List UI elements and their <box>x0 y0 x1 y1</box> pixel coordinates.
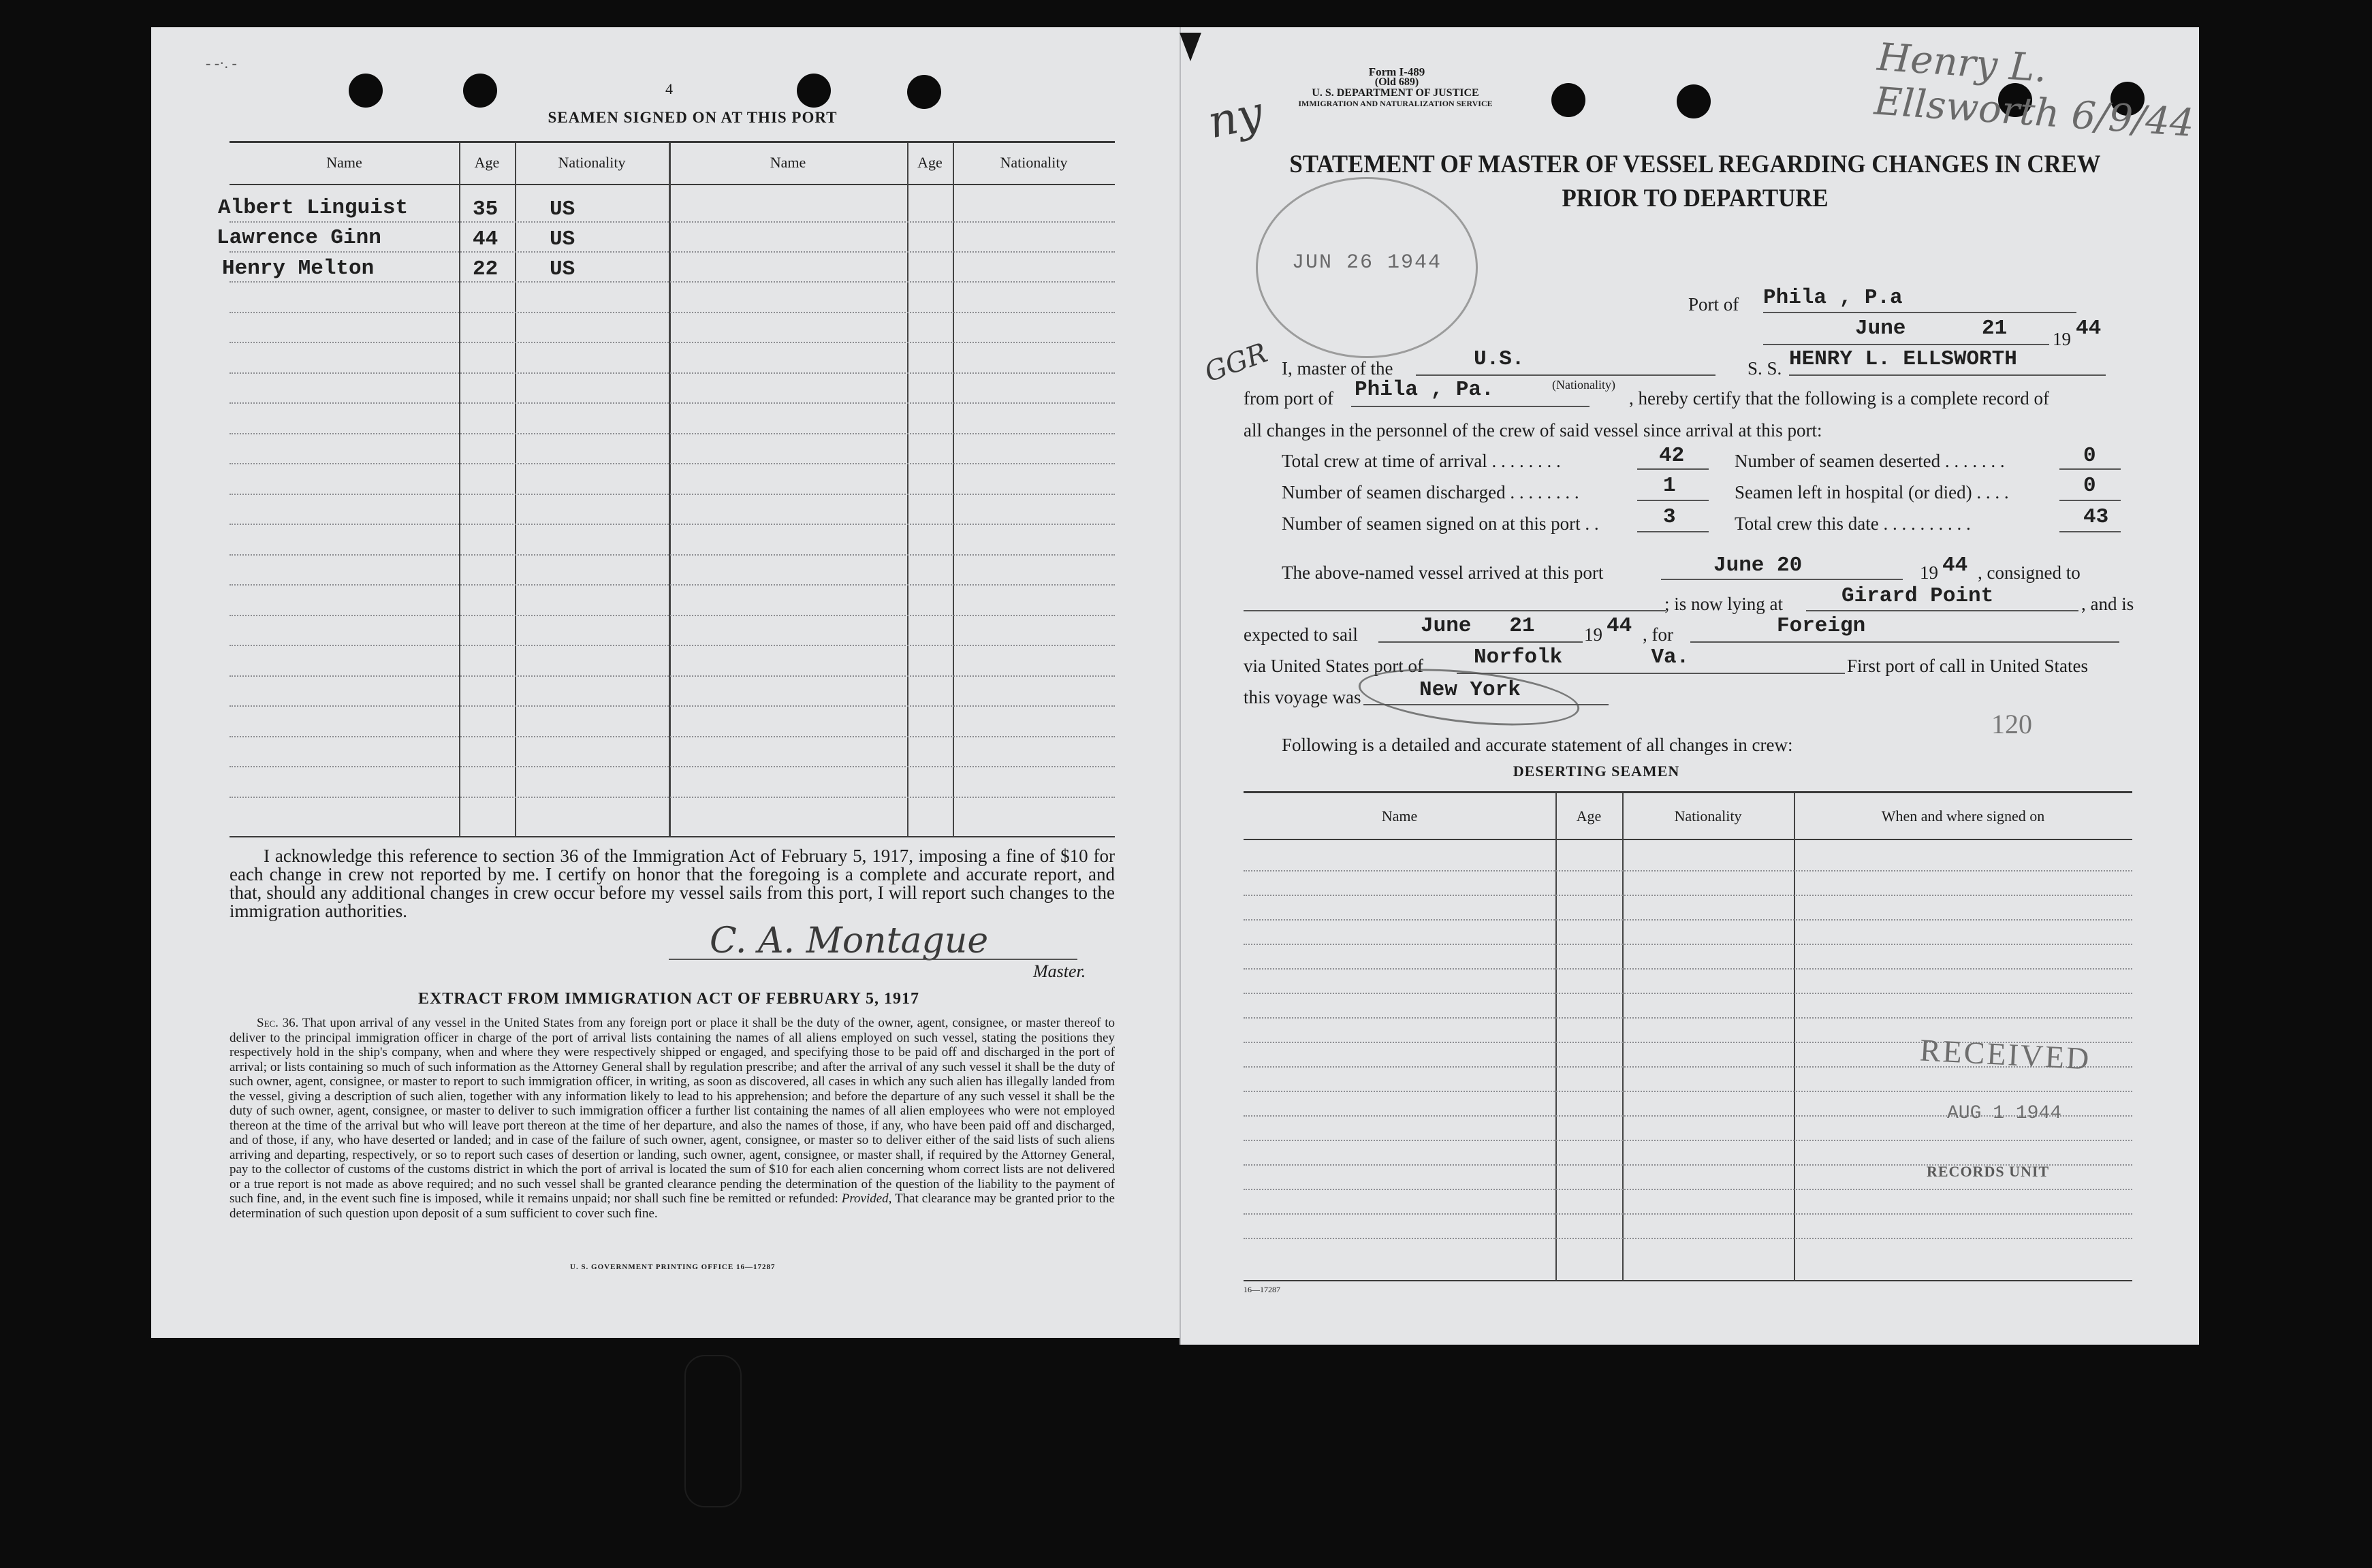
row-name: Lawrence Ginn <box>217 226 381 250</box>
row-line <box>230 584 1115 586</box>
received-stamp: RECEIVED <box>1918 1032 2092 1076</box>
desert-col-divider <box>1794 793 1795 1280</box>
signature-line <box>669 959 1077 960</box>
date-stamp <box>1256 177 1478 358</box>
footer-note: 16—17287 <box>1244 1285 1280 1294</box>
year-prefix: 19 <box>2053 329 2071 349</box>
table-bottom-rule <box>230 836 1115 837</box>
form-title-line1: STATEMENT OF MASTER OF VESSEL REGARDING CHANGES IN CREW <box>1289 150 2101 178</box>
punch-hole <box>1551 83 1585 117</box>
desert-header-name: Name <box>1381 807 1418 825</box>
nationality-line <box>1416 374 1715 376</box>
port-of-label: Port of <box>1688 294 1739 315</box>
desert-row-line <box>1244 1140 2132 1141</box>
form-title-line2: PRIOR TO DEPARTURE <box>1562 185 1829 212</box>
stat-label: Total crew at time of arrival . . . . . . . . <box>1282 451 1561 471</box>
desert-row-line <box>1244 1213 2132 1215</box>
arrived-year: 44 <box>1942 554 1968 577</box>
for-label: , for <box>1643 624 1673 645</box>
lying-label: ; is now lying at <box>1664 594 1783 614</box>
row-line <box>230 797 1115 798</box>
vessel-name: HENRY L. ELLSWORTH <box>1789 347 2017 371</box>
from-port-line <box>1351 406 1590 407</box>
from-port-label: from port of <box>1244 388 1333 409</box>
row-age: 35 <box>473 197 499 221</box>
stat-label: Number of seamen signed on at this port . . <box>1282 513 1599 534</box>
arrived-label: The above-named vessel arrived at this port <box>1282 562 1604 583</box>
row-line <box>230 281 1115 283</box>
col-header-name: Name <box>326 154 362 171</box>
desert-table-top <box>1244 791 2132 793</box>
col-header-nationality: Nationality <box>558 154 626 171</box>
right-page <box>1180 27 2199 1345</box>
page-number: 4 <box>665 80 673 97</box>
row-nationality: US <box>550 257 575 281</box>
arrived-date: June 20 <box>1713 554 1803 577</box>
row-line <box>230 433 1115 434</box>
row-nationality: US <box>550 227 575 251</box>
stat-label: Number of seamen discharged . . . . . . . . <box>1282 482 1579 502</box>
desert-row-line <box>1244 919 2132 921</box>
stat-line <box>1637 500 1709 501</box>
desert-header-nationality: Nationality <box>1674 807 1742 825</box>
row-line <box>230 251 1115 253</box>
consigned-label: , consigned to <box>1978 562 2081 583</box>
and-is-label: , and is <box>2081 594 2134 614</box>
section-title: SEAMEN SIGNED ON AT THIS PORT <box>548 109 838 126</box>
extract-provided: Provided, <box>841 1191 892 1206</box>
desert-table-bottom <box>1244 1280 2132 1281</box>
vessel-nationality: U.S. <box>1474 347 1525 371</box>
col-header-age: Age <box>917 154 943 171</box>
extract-tail: That clearance may be granted prior to the determination of such question upon deposit of a sum sufficient to cover such fine. <box>230 1191 1115 1221</box>
row-name: Henry Melton <box>222 257 375 281</box>
sail-line <box>1378 641 1583 643</box>
from-port-value: Phila , Pa. <box>1355 378 1494 402</box>
printer-note: U. S. GOVERNMENT PRINTING OFFICE 16—17287 <box>570 1263 776 1271</box>
row-line <box>230 766 1115 767</box>
stat-line <box>2059 531 2121 532</box>
master-signature: C. A. Montague <box>710 921 989 961</box>
binding-clip <box>1180 33 1201 61</box>
nationality-caption: (Nationality) <box>1552 378 1615 391</box>
stat-label: Total crew this date . . . . . . . . . . <box>1735 513 1971 534</box>
row-age: 44 <box>473 227 499 251</box>
row-nationality: US <box>550 197 575 221</box>
desert-row-line <box>1244 870 2132 871</box>
stat-label: Seamen left in hospital (or died) . . . . <box>1735 482 2009 502</box>
service: IMMIGRATION AND NATURALIZATION SERVICE <box>1298 99 1493 108</box>
first-port-line <box>1363 704 1609 705</box>
stat-value: 0 <box>2083 444 2096 468</box>
port-of-value: Phila , P.a <box>1763 286 1903 310</box>
records-unit: RECORDS UNIT <box>1927 1163 2050 1180</box>
via-label: via United States port of <box>1244 656 1423 676</box>
desert-col-divider <box>1555 793 1557 1280</box>
date-line <box>1763 344 2049 345</box>
first-port-value: New York <box>1419 678 1521 702</box>
left-page <box>151 27 1180 1338</box>
officer-initials: GGR <box>1200 337 1272 389</box>
desert-row-line <box>1244 1238 2132 1239</box>
all-changes-text: all changes in the personnel of the crew of said vessel since arrival at this port: <box>1244 420 1822 441</box>
col-divider <box>459 143 460 837</box>
extract-text <box>230 1016 1115 1221</box>
row-line <box>230 705 1115 707</box>
sail-year: 44 <box>1607 614 1632 638</box>
destination-line <box>1690 641 2119 643</box>
row-line <box>230 615 1115 616</box>
desert-row-line <box>1244 944 2132 945</box>
row-line <box>230 342 1115 343</box>
sail-date: June 21 <box>1421 614 1535 638</box>
col-divider <box>669 143 671 837</box>
extract-body: That upon arrival of any vessel in the United States from any foreign port or place it shall be the duty of the owner, agent, consignee, or master thereof to deliver to the principal immigration officer in charge of the port of arrival lists containing the names of all aliens employed on such vessel, stating the positions they respectively hold in the ship's company, when and where they were respectively shipped or engaged, and specifying those to be paid off and discharged in the port of arrival; or lists containing so much of such information as the Attorney General shall by regulation prescribe; and after the arrival of any such vessel it shall be the duty of such owner, agent, consignee, or master to report to such immigration officer, in writing, as soon as discovered, all cases in which any such alien has illegally landed from the vessel, giving a description of such alien, together with any information likely to lead to his apprehension; and before the departure of any such vessel it shall be the duty of such owner, agent, consignee, or master to deliver to such immigration officer a further list containing the names of all alien employees who were not employed thereon at the time of the arrival but who will leave port thereon at the time of her departure, and also the names of those, if any, who have been paid off and discharged, and of those, if any, who have deserted or landed; and in case of the failure of such owner, agent, consignee, or master so to deliver either of the said lists of such aliens arriving and departing, respectively, or so to report such cases of desertion or landing, such owner, agent, consignee, or master shall, if required by the Attorney General, pay to the collector of customs of the customs district in which the port of arrival is located the sum of $10 for each alien concerning whom correct lists are not delivered or a true report is not made as above required; and no such vessel shall be granted clearance pending the determination of the question of the liability to the payment of such fine, and, in the event such fine is imposed, while it remains unpaid; nor shall such fine be remitted or refunded: <box>230 1016 1115 1206</box>
col-header-nationality: Nationality <box>1000 154 1068 171</box>
stat-value: 42 <box>1659 444 1685 468</box>
col-header-name: Name <box>770 154 806 171</box>
date-month-day: June 21 <box>1855 317 2008 340</box>
received-date: AUG 1 1944 <box>1947 1103 2062 1124</box>
table-top-rule <box>230 141 1115 143</box>
stat-line <box>2059 468 2121 470</box>
destination: Foreign <box>1777 614 1866 638</box>
handwritten-mark: ny <box>1203 86 1267 149</box>
desert-header-age: Age <box>1576 807 1602 825</box>
row-line <box>230 554 1115 556</box>
col-divider <box>953 143 954 837</box>
row-line <box>230 736 1115 737</box>
page-corner-mark: - -·. - <box>206 54 237 71</box>
date-year: 44 <box>2076 317 2102 340</box>
ss-label: S. S. <box>1748 358 1782 379</box>
stat-line <box>1637 468 1709 470</box>
desert-row-line <box>1244 968 2132 970</box>
col-header-age: Age <box>474 154 500 171</box>
following-label: Following is a detailed and accurate statement of all changes in crew: <box>1282 735 1793 755</box>
sail-year-prefix: 19 <box>1584 624 1602 645</box>
deserting-title: DESERTING SEAMEN <box>1513 763 1680 780</box>
table-header-rule <box>230 184 1115 185</box>
col-divider <box>907 143 908 837</box>
vessel-name-line <box>1789 374 2106 376</box>
punch-hole <box>349 74 383 108</box>
desert-row-line <box>1244 993 2132 994</box>
desert-row-line <box>1244 1091 2132 1092</box>
certify-text: , hereby certify that the following is a complete record of <box>1629 388 2050 409</box>
row-age: 22 <box>473 257 499 281</box>
row-line <box>230 312 1115 313</box>
row-line <box>230 494 1115 495</box>
first-port-label: First port of call in United States <box>1847 656 2088 676</box>
port-line <box>1763 312 2076 313</box>
stat-value: 0 <box>2083 474 2096 498</box>
row-line <box>230 524 1115 525</box>
form-number: Form I-489 <box>1368 65 1425 78</box>
consignee-line <box>1244 610 1666 611</box>
stat-value: 3 <box>1663 505 1676 529</box>
acknowledgement-text: I acknowledge this reference to section 36 of the Immigration Act of February 5, 1917, imposing a fine of $10 for each change in crew not reported by me. I certify on honor that the foregoing is a complete and accurate report, and that, should any additional changes in crew occur before my vessel sails from this port, I will report such changes to the immigration authorities. <box>230 846 1115 921</box>
punch-hole <box>907 75 941 109</box>
row-name: Albert Linguist <box>218 196 409 220</box>
punch-hole <box>1677 84 1711 118</box>
stat-value: 43 <box>2083 505 2109 529</box>
desert-row-line <box>1244 895 2132 896</box>
stat-line <box>2059 500 2121 501</box>
extract-title: EXTRACT FROM IMMIGRATION ACT OF FEBRUARY 5, 1917 <box>417 990 920 1008</box>
stamp-number: 120 <box>1991 709 2032 739</box>
expected-label: expected to sail <box>1244 624 1358 645</box>
stat-value: 1 <box>1663 474 1676 498</box>
lying-at: Girard Point <box>1841 584 1994 608</box>
department: U. S. DEPARTMENT OF JUSTICE <box>1312 87 1479 99</box>
arrived-line <box>1661 579 1903 580</box>
row-line <box>230 372 1115 374</box>
punch-hole <box>797 74 831 108</box>
row-line <box>230 675 1115 677</box>
via-line <box>1457 673 1845 674</box>
extract-lead: Sec. 36. <box>257 1016 299 1030</box>
desert-table-header <box>1244 839 2132 840</box>
desert-header-signed-on: When and where signed on <box>1881 807 2045 825</box>
desert-row-line <box>1244 1189 2132 1190</box>
binder-clip-shadow <box>684 1355 742 1507</box>
desert-row-line <box>1244 1017 2132 1019</box>
col-divider <box>515 143 516 837</box>
arrived-year-prefix: 19 <box>1920 562 1938 583</box>
this-voyage-label: this voyage was <box>1244 687 1361 707</box>
punch-hole <box>463 74 497 108</box>
form-old: (Old 689) <box>1374 76 1419 88</box>
desert-col-divider <box>1622 793 1624 1280</box>
lying-line <box>1806 610 2078 611</box>
row-line <box>230 645 1115 646</box>
via-port: Norfolk Va. <box>1474 645 1690 669</box>
row-line <box>230 221 1115 223</box>
master-of-label: I, master of the <box>1282 358 1393 379</box>
stat-line <box>1637 531 1709 532</box>
master-label: Master. <box>1033 961 1086 981</box>
row-line <box>230 463 1115 464</box>
stat-label: Number of seamen deserted . . . . . . . <box>1735 451 2005 471</box>
first-port-circle <box>1356 660 1582 735</box>
handwritten-vessel-note: Henry L. Ellsworth 6/9/44 <box>1873 35 2196 146</box>
row-line <box>230 402 1115 404</box>
stamp-date: JUN 26 1944 <box>1291 251 1442 274</box>
